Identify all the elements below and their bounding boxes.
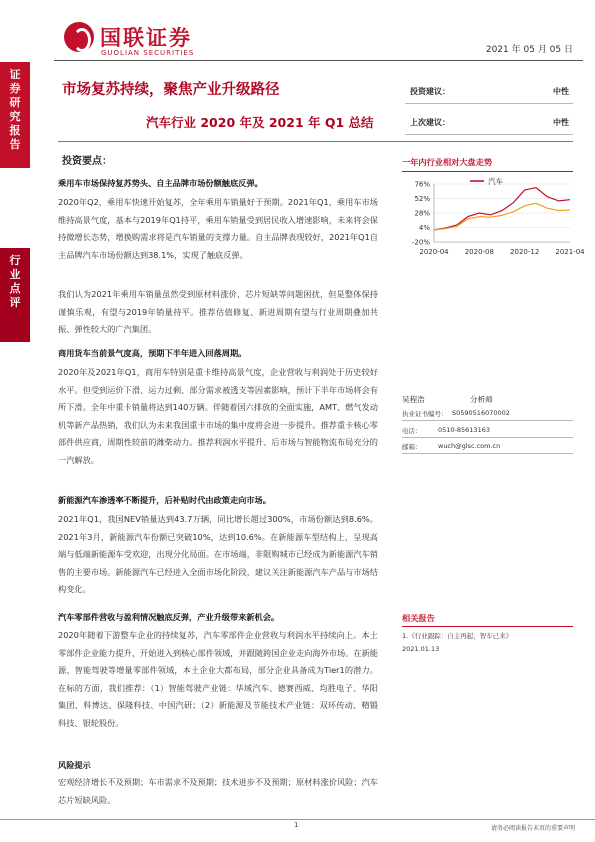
related-title-underline: [402, 626, 573, 627]
company-logo-icon: [64, 22, 94, 52]
y-tick-label: 28%: [414, 209, 430, 218]
sidebar-char: 研: [9, 96, 21, 109]
section-heading: 汽车零部件营收与盈利情况触底反弹，产业升级带来新机会。: [58, 612, 280, 622]
section-heading: 风险提示: [58, 760, 91, 770]
x-tick-label: 2020-04: [419, 248, 449, 256]
chart-title: 一年内行业相对大盘走势: [402, 157, 493, 167]
sidebar-char: 报: [9, 124, 21, 137]
phone-number: 0510-85613163: [438, 426, 490, 434]
y-tick-label: 52%: [414, 195, 430, 203]
title-divider: [58, 141, 573, 142]
sidebar-char: 业: [9, 268, 21, 281]
industry-performance-chart: [398, 174, 585, 260]
analyst-divider: [402, 420, 573, 421]
y-tick-label: 4%: [418, 224, 430, 232]
analyst-name: 吴程浩: [402, 395, 425, 404]
section-heading: 商用货车当前景气度高，预期下半年进入回落周期。: [58, 348, 247, 358]
page-number: 1: [294, 821, 299, 829]
legend-label: 汽车: [488, 177, 503, 186]
prev-rating-label: 上次建议：: [410, 118, 450, 127]
section-paragraph: 2020年Q2，乘用车快速开始复苏，全年乘用车销量好于预期。2021年Q1，乘用车市场维持高景气度，基本与2019年Q1持平，乘用车销量受到居民收入增速影响，未来将会保持微增长态势，增换购需求将是汽车销量的支撑力量。自主品牌表现较好，2021年Q1自主品牌汽车市场份额达到38.1%，实现了触底反弹。: [58, 197, 378, 260]
analyst-role: 分析师: [470, 395, 493, 404]
sidebar-char: 究: [9, 110, 21, 123]
rating-divider: [405, 103, 573, 104]
phone-label: 电话：: [402, 427, 422, 435]
cert-number: S0590516070002: [452, 409, 510, 417]
sidebar-char: 告: [9, 138, 21, 151]
sidebar-char: 行: [9, 254, 21, 267]
x-tick-label: 2020-08: [464, 248, 494, 256]
report-title: 市场复苏持续，聚焦产业升级路径: [62, 82, 280, 98]
related-reports-title: 相关报告: [402, 613, 435, 623]
company-name-en: GUOLIAN SECURITIES: [101, 49, 195, 57]
footer-divider: [0, 819, 595, 820]
related-report-date: 2021.01.13: [402, 645, 440, 653]
email-address: wuch@glsc.com.cn: [438, 442, 501, 450]
prev-rating-value: 中性: [553, 118, 569, 127]
section-paragraph: 2020年随着下游整车企业的持续复苏，汽车零部件企业营收与利润水平持续向上。本土零部件企业能力提升，开始进入到核心部件领域，并跟随跨国企业走向海外市场。在新能源、智能驾驶等增量零部件领域，本土企业大都布局，部分企业具备成为Tier1的潜力。在标的方面，我们推荐：（1）智能驾驶产业链：华域汽车、德赛西威、均胜电子、华阳集团、科博达、保隆科技、中国汽研；（2）新能源及节能技术产业链：双环传动、精锻科技、银轮股份。: [58, 630, 378, 728]
section-paragraph: 2021年Q1，我国NEV销量达到43.7万辆，同比增长超过300%，市场份额达到8.6%。2021年3月，新能源汽车份额已突破10%，达到10.6%。在新能源车型结构上，呈现高端与低端新能源车受欢迎，出现分化局面。在市场端，非限购城市已经成为新能源汽车销售的主要市场。新能源汽车已经进入全面市场化阶段，建议关注新能源汽车产品与市场结构变化。: [58, 514, 378, 595]
section-paragraph: 宏观经济增长不及预期；车市需求不及预期；技术进步不及预期；原材料涨价风险；汽车芯片短缺风险。: [58, 777, 378, 805]
x-tick-label: 2021-04: [555, 248, 585, 256]
disclaimer-note: 请务必阅读报告末页的重要声明: [490, 825, 575, 832]
report-date: 2021 年 05 月 05 日: [485, 45, 573, 55]
report-category-tag: [0, 62, 30, 168]
header-divider: [54, 60, 583, 61]
company-name: 国联证券: [100, 26, 192, 50]
cert-label: 执业证书编号：: [402, 410, 448, 418]
section-paragraph: 2020年及2021年Q1，商用车特别是重卡维持高景气度，企业营收与利润处于历史较好水平。但受到运价下滑、运力过剩、部分需求被透支等因素影响，预计下半年市场将会有所下滑。全年中重卡销量将达到140万辆。伴随着国六排放的全面实施，AMT、燃气发动机等新产品热销，我们认为未来我国重卡市场的集中度将会进一步提升。推荐重卡核心零部件供应商，周期性较前的潍柴动力。推荐利润水平提升、后市场与智能物流布局充分的一汽解放。: [58, 367, 378, 465]
key-points-title: 投资要点：: [62, 156, 112, 167]
section-heading: 新能源汽车渗透率不断提升，后补贴时代由政策走向市场。: [58, 495, 271, 505]
report-type-tag: [0, 248, 30, 342]
chart-title-underline: [402, 171, 573, 172]
sidebar-char: 评: [9, 296, 21, 309]
y-tick-label: 76%: [414, 180, 430, 189]
section-paragraph: 我们认为2021年乘用车销量虽然受到原材料涨价、芯片短缺等问题困扰，但是整体保持谨慎乐观，有望与2019年销量持平。推荐估值修复、新进周期有望与行业周期叠加共振、弹性较大的广汽集团。: [58, 289, 378, 335]
sidebar-char: 券: [9, 82, 21, 95]
related-report-link[interactable]: 1.《行业跟踪：自主再起，智车已来》: [402, 632, 513, 640]
rating-label: 投资建议：: [410, 87, 450, 96]
rating-divider: [405, 134, 573, 135]
sidebar-char: 证: [9, 68, 21, 81]
sidebar-char: 点: [9, 282, 21, 295]
analyst-divider: [402, 437, 573, 438]
analyst-divider: [402, 453, 573, 454]
x-tick-label: 2020-12: [510, 248, 540, 256]
section-heading: 乘用车市场保持复苏势头、自主品牌市场份额触底反弹。: [58, 178, 263, 188]
report-subtitle: 汽车行业 2020 年及 2021 年 Q1 总结: [146, 115, 374, 130]
email-label: 邮箱：: [402, 443, 422, 451]
report-category-text: [0, 68, 30, 152]
rating-value: 中性: [553, 87, 569, 96]
report-type-text: [0, 254, 30, 310]
y-tick-label: -20%: [411, 238, 430, 247]
